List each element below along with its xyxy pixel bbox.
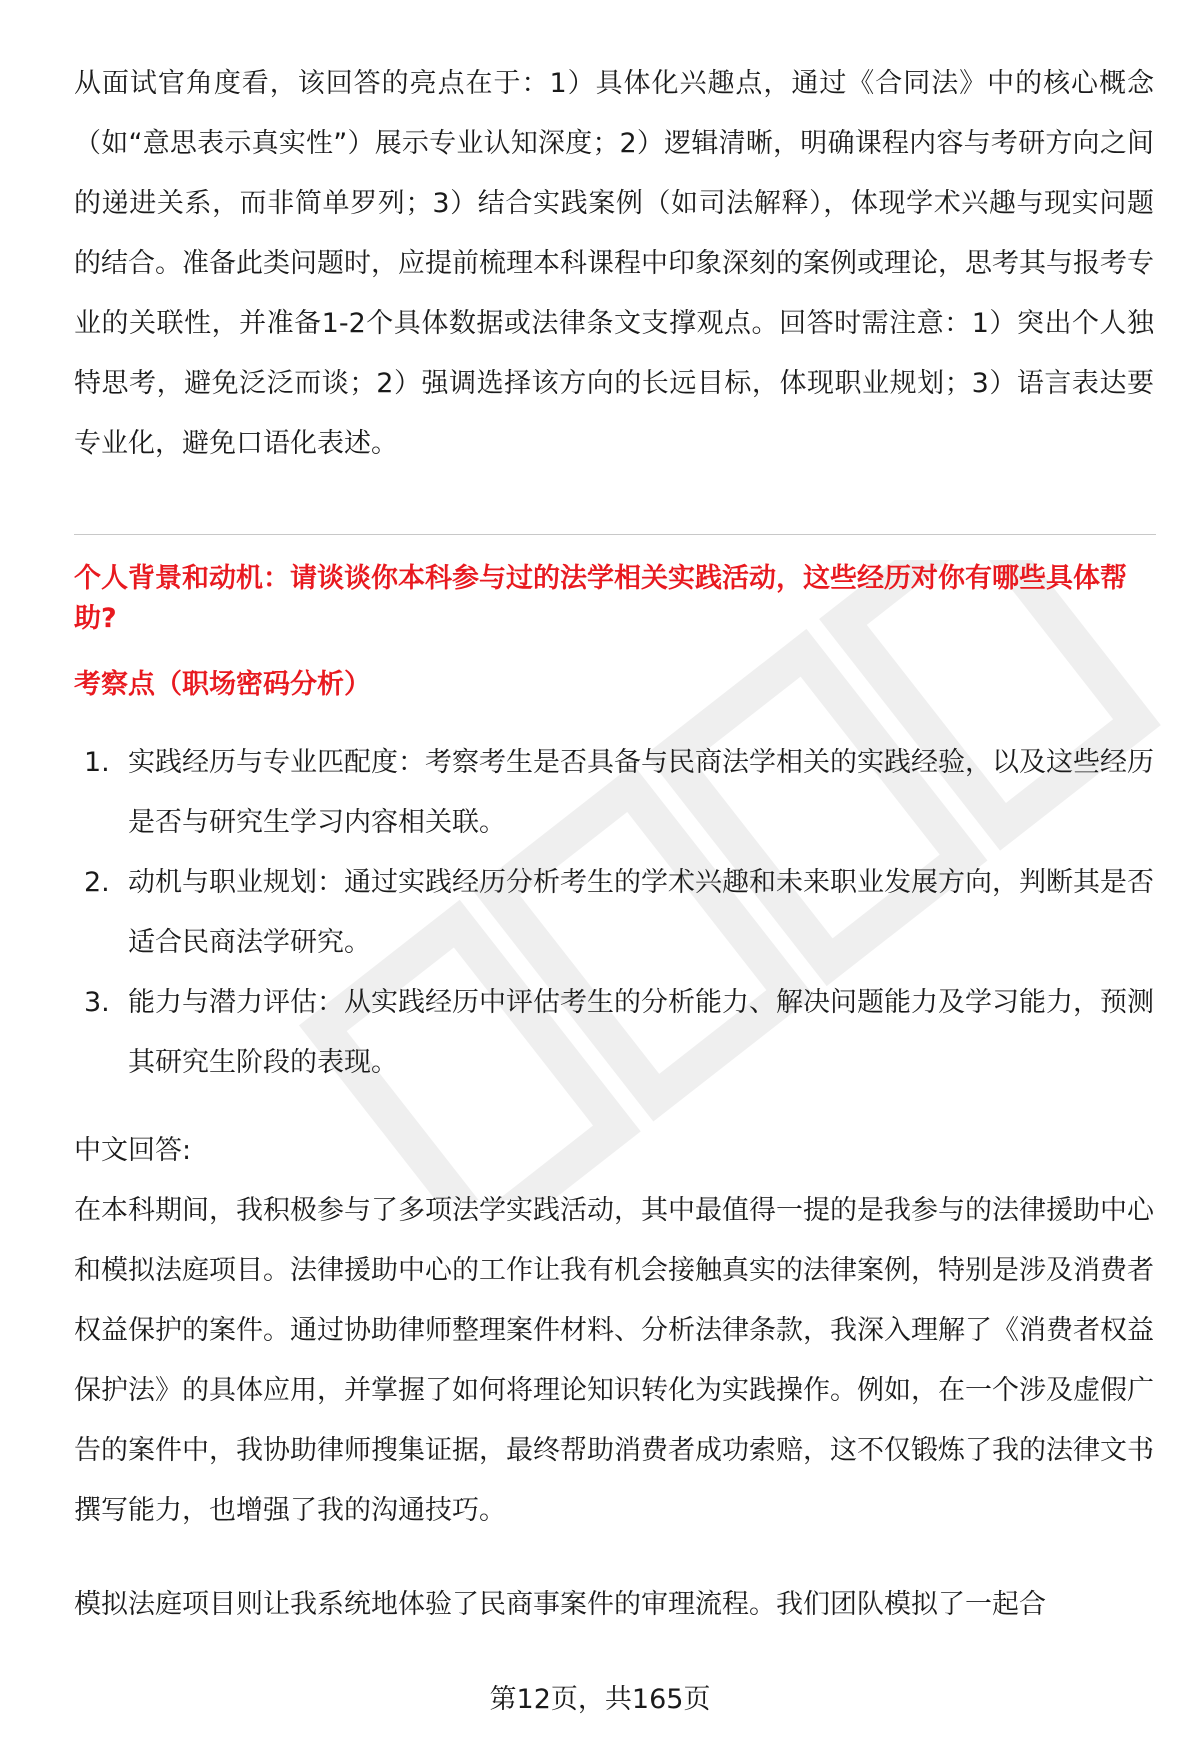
- list-item-number: 2.: [84, 867, 110, 898]
- question-heading: 个人背景和动机：请谈谈你本科参与过的法学相关实践活动，这些经历对你有哪些具体帮助?: [74, 563, 1127, 634]
- list-item: [74, 853, 1154, 973]
- answer-label: 中文回答:: [74, 1135, 192, 1166]
- list-item-number: 3.: [84, 987, 110, 1018]
- analysis-list: [74, 733, 1154, 1093]
- analysis-heading: 考察点（职场密码分析）: [74, 669, 371, 700]
- list-item-text: 实践经历与专业匹配度：考察考生是否具备与民商法学相关的实践经验，以及这些经历是否与研究生学习内容相关联。: [128, 747, 1154, 838]
- intro-paragraph: 从面试官角度看，该回答的亮点在于：1）具体化兴趣点，通过《合同法》中的核心概念（如“意思表示真实性”）展示专业认知深度；2）逻辑清晰，明确课程内容与考研方向之间的递进关系，而非简单罗列；3）结合实践案例（如司法解释），体现学术兴趣与现实问题的结合。准备此类问题时，应提前梳理本科课程中印象深刻的案例或理论，思考其与报考专业的关联性，并准备1-2个具体数据或法律条文支撑观点。回答时需注意：1）突出个人独特思考，避免泛泛而谈；2）强调选择该方向的长远目标，体现职业规划；3）语言表达要专业化，避免口语化表述。: [74, 68, 1154, 459]
- page-content: [74, 54, 1154, 1635]
- list-item: [74, 973, 1154, 1093]
- list-item: [74, 733, 1154, 853]
- list-item-number: 1.: [84, 747, 110, 778]
- paragraph-gap: [74, 1541, 1154, 1575]
- page-footer: 第12页，共165页: [489, 1684, 711, 1715]
- section-divider: [74, 534, 1156, 535]
- list-item-text: 动机与职业规划：通过实践经历分析考生的学术兴趣和未来职业发展方向，判断其是否适合民商法学研究。: [128, 867, 1154, 958]
- answer-paragraph-1: 在本科期间，我积极参与了多项法学实践活动，其中最值得一提的是我参与的法律援助中心和模拟法庭项目。法律援助中心的工作让我有机会接触真实的法律案例，特别是涉及消费者权益保护的案件。通过协助律师整理案件材料、分析法律条款，我深入理解了《消费者权益保护法》的具体应用，并掌握了如何将理论知识转化为实践操作。例如，在一个涉及虚假广告的案件中，我协助律师搜集证据，最终帮助消费者成功索赔，这不仅锻炼了我的法律文书撰写能力，也增强了我的沟通技巧。: [74, 1195, 1154, 1526]
- answer-paragraph-2: 模拟法庭项目则让我系统地体验了民商事案件的审理流程。我们团队模拟了一起合: [74, 1589, 1046, 1620]
- list-item-text: 能力与潜力评估：从实践经历中评估考生的分析能力、解决问题能力及学习能力，预测其研究生阶段的表现。: [128, 987, 1154, 1078]
